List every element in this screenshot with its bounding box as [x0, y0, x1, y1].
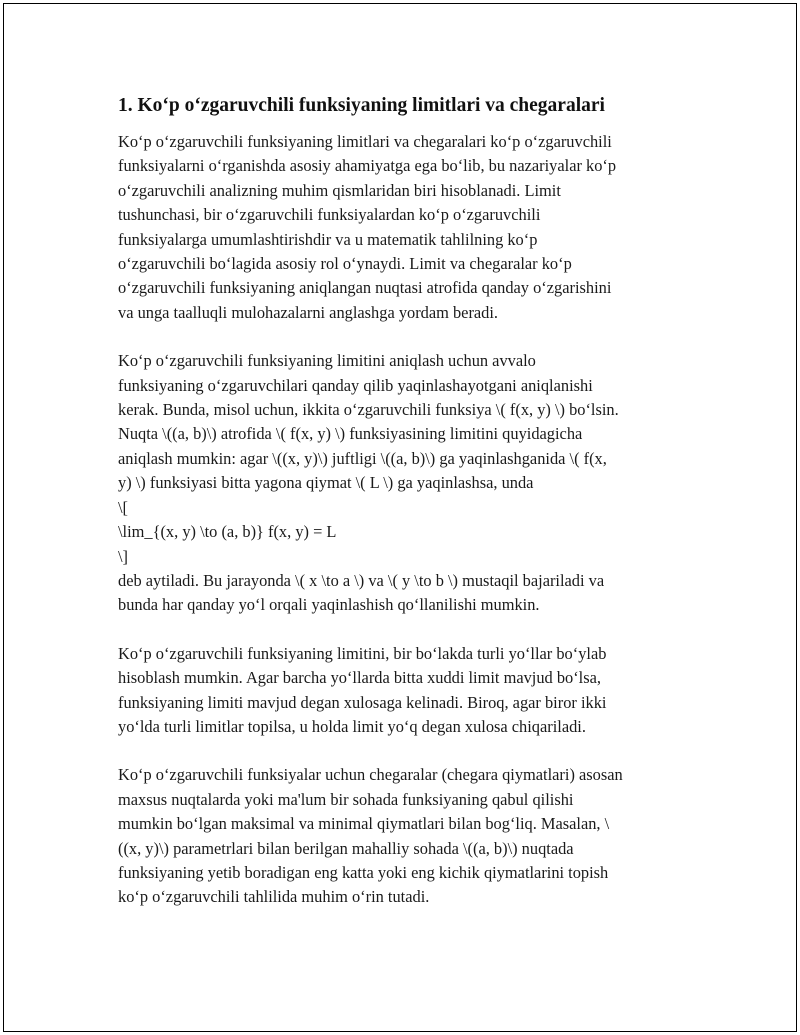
- formula-open: \[: [118, 497, 129, 517]
- text-line: kerak. Bunda, misol uchun, ikkita o‘zgaruvchili funksiya \( f(x, y) \) bo‘lsin.: [118, 400, 619, 420]
- text-line: funksiyalarga umumlashtirishdir va u matematik tahlilning ko‘p: [118, 229, 538, 249]
- paragraph-limit-definition: [118, 349, 698, 617]
- formula-close: \]: [118, 546, 129, 566]
- text-line: mumkin bo‘lgan maksimal va minimal qiymatlari bilan bog‘liq. Masalan, \: [118, 814, 610, 834]
- text-line: aniqlash mumkin: agar \((x, y)\) juftligi \((a, b)\) ga yaqinlashganida \( f(x,: [118, 448, 607, 468]
- text-line: funksiyaning o‘zgaruvchilari qanday qilib yaqinlashayotgani aniqlanishi: [118, 375, 593, 395]
- text-line: o‘zgaruvchili bo‘lagida asosiy rol o‘ynaydi. Limit va chegaralar ko‘p: [118, 254, 572, 274]
- text-line: ((x, y)\) parametrlari bilan berilgan mahalliy sohada \((a, b)\) nuqtada: [118, 838, 574, 858]
- paragraph-paths: [118, 642, 698, 740]
- text-line: Ko‘p o‘zgaruvchili funksiyaning limitlari va chegaralari ko‘p o‘zgaruvchili: [118, 132, 612, 151]
- text-line: yo‘lda turli limitlar topilsa, u holda limit yo‘q degan xulosa chiqariladi.: [118, 716, 586, 736]
- text-line: bunda har qanday yo‘l orqali yaqinlashish qo‘llanilishi mumkin.: [118, 595, 540, 615]
- text-line: funksiyaning yetib boradigan eng katta yoki eng kichik qiymatlarini topish: [118, 862, 609, 882]
- text-line: Nuqta \((a, b)\) atrofida \( f(x, y) \) funksiyasining limitini quyidagicha: [118, 424, 583, 444]
- text-line: va unga taalluqli mulohazalarni anglashga yordam beradi.: [118, 302, 499, 322]
- text-line: maxsus nuqtalarda yoki ma'lum bir sohada funksiyaning qabul qilishi: [118, 789, 574, 809]
- text-line: hisoblash mumkin. Agar barcha yo‘llarda bitta xuddi limit mavjud bo‘lsa,: [118, 668, 601, 688]
- text-line: Ko‘p o‘zgaruvchili funksiyalar uchun chegaralar (chegara qiymatlari) asosan: [118, 765, 623, 785]
- text-line: o‘zgaruvchili funksiyaning aniqlangan nuqtasi atrofida qanday o‘zgarishini: [118, 278, 612, 298]
- text-line: y) \) funksiyasi bitta yagona qiymat \( L \) ga yaqinlashsa, unda: [118, 473, 534, 493]
- text-line: Ko‘p o‘zgaruvchili funksiyaning limitini aniqlash uchun avvalo: [118, 351, 536, 371]
- text-line: o‘zgaruvchili analizning muhim qismlaridan biri hisoblanadi. Limit: [118, 180, 561, 200]
- paragraph-intro: [118, 130, 698, 325]
- formula-body: \lim_{(x, y) \to (a, b)} f(x, y) = L: [118, 522, 337, 542]
- document-body: [118, 92, 698, 934]
- text-line: Ko‘p o‘zgaruvchili funksiyaning limitini, bir bo‘lakda turli yo‘llar bo‘ylab: [118, 643, 607, 663]
- text-line: deb aytiladi. Bu jarayonda \( x \to a \) va \( y \to b \) mustaqil bajariladi va: [118, 570, 605, 590]
- text-line: ko‘p o‘zgaruvchili tahlilida muhim o‘rin tutadi.: [118, 887, 430, 907]
- text-line: funksiyalarni o‘rganishda asosiy ahamiyatga ega bo‘lib, bu nazariyalar ko‘p: [118, 156, 617, 176]
- section-title: 1. Ko‘p o‘zgaruvchili funksiyaning limitlari va chegaralari: [118, 95, 605, 116]
- paragraph-bounds: [118, 763, 698, 909]
- text-line: funksiyaning limiti mavjud degan xulosaga kelinadi. Biroq, agar biror ikki: [118, 692, 607, 712]
- text-line: tushunchasi, bir o‘zgaruvchili funksiyalardan ko‘p o‘zgaruvchili: [118, 205, 541, 225]
